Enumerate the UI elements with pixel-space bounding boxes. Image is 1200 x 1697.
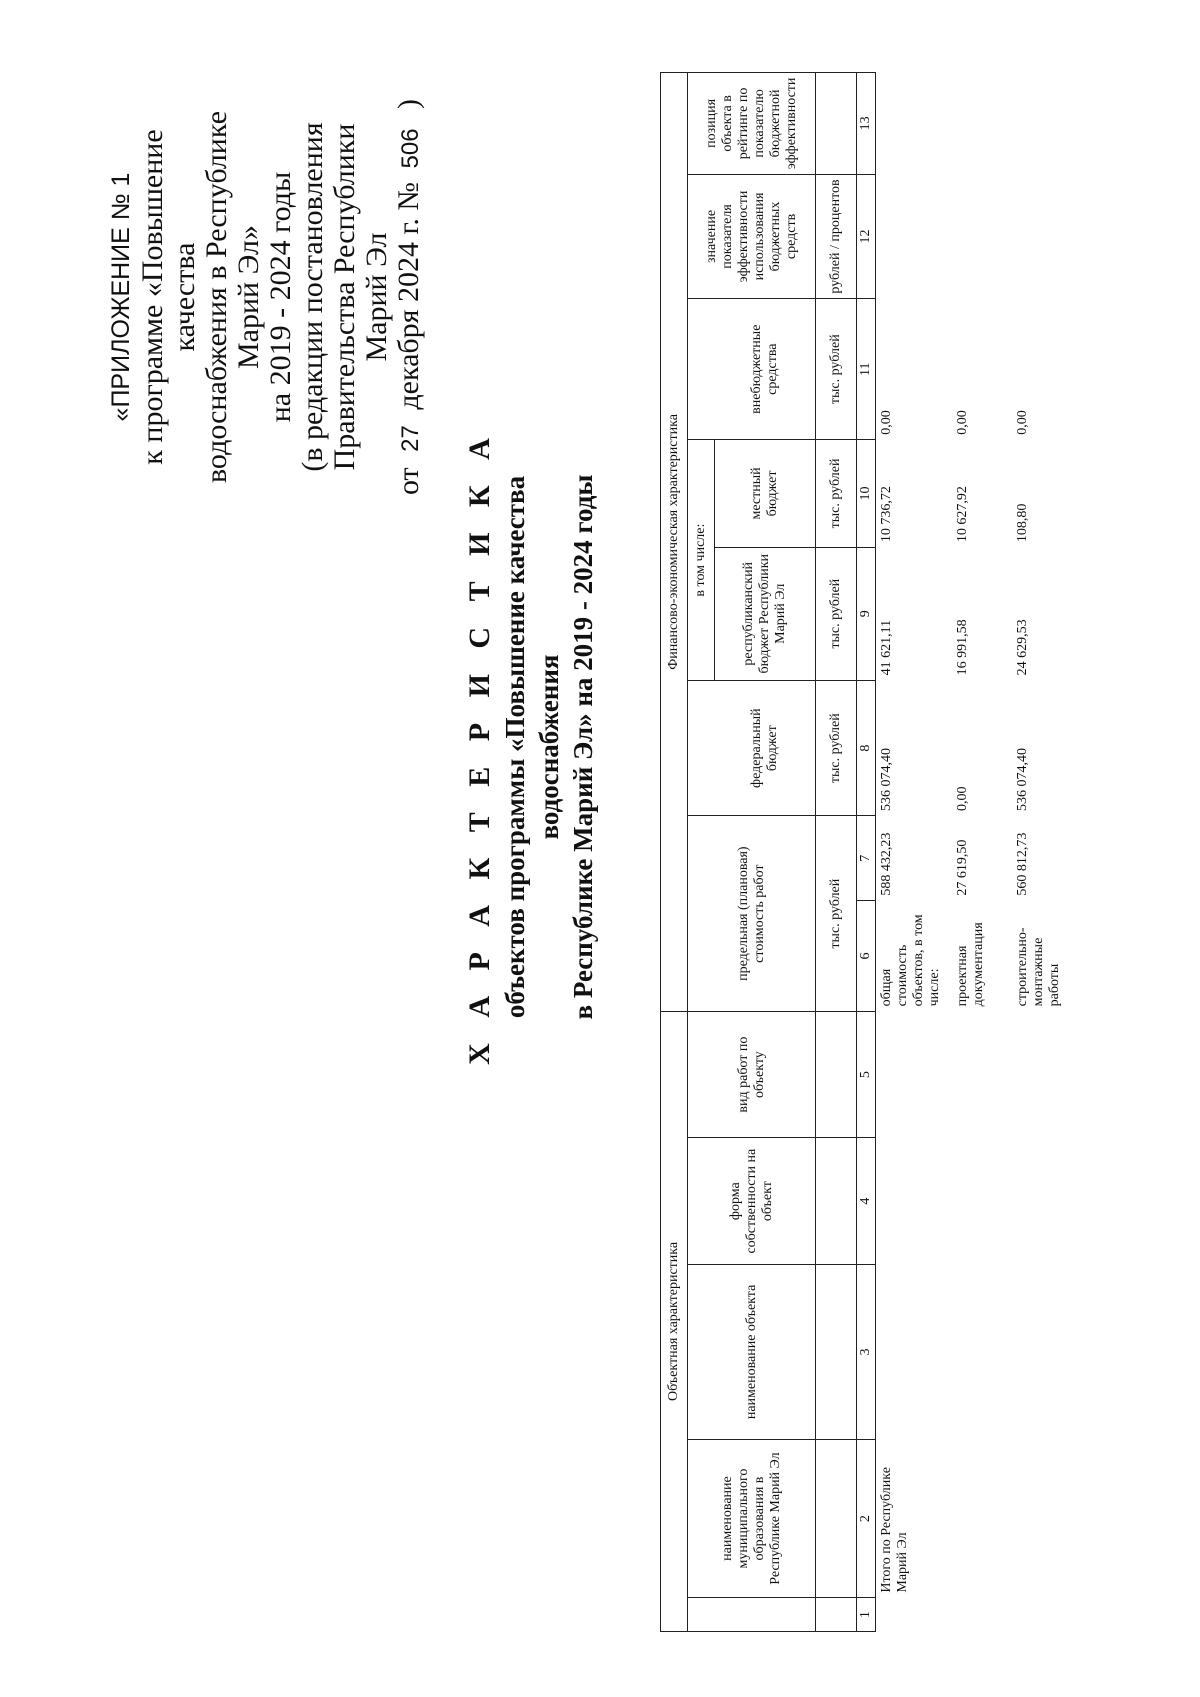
cell-republic: 24 629,53 [1015, 619, 1030, 676]
header-including: в том числе: [688, 440, 715, 681]
cell-federal: 536 074,40 [1015, 747, 1030, 811]
title-line-2: объектов программы «Повышение качества водоснабжения [500, 475, 564, 1019]
cell-total: 588 432,23 [879, 832, 894, 896]
cell-local: 108,80 [1015, 503, 1030, 543]
unit-federal: тыс. рублей [816, 680, 857, 816]
table-row [952, 73, 1012, 1632]
document-title [462, 397, 600, 1097]
cell-local: 10 627,92 [955, 486, 970, 543]
characteristics-table [660, 72, 1072, 1632]
header-federal: федеральный бюджет [715, 680, 816, 816]
unit-limit-cost: тыс. рублей [816, 816, 857, 1011]
header-federal-top [688, 680, 715, 816]
column-numbers-row [857, 73, 876, 1632]
cell-total: 560 812,73 [1015, 832, 1030, 896]
appendix-line-6: Правительства Республики Марий Эл [328, 123, 393, 471]
unit-republic: тыс. рублей [816, 547, 857, 680]
header-republic: республиканский бюджет Республики Марий Эл [715, 547, 816, 680]
cell-local: 10 736,72 [879, 486, 894, 543]
date-month-year: декабря 2024 г. № [392, 182, 425, 410]
header-efficiency: значение показателя эффективности использования бюджетных средств [688, 174, 816, 298]
column-number: 3 [857, 1264, 876, 1439]
decree-number: 506 [397, 128, 424, 169]
date-suffix: ) [392, 98, 425, 109]
table-row [876, 73, 953, 1632]
title-line-1: Х А Р А К Т Е Р И С Т И К А [463, 429, 496, 1065]
cell-federal: 0,00 [955, 786, 970, 811]
cell-total: 27 619,50 [955, 839, 970, 896]
title-line-3: в Республике Марий Эл» на 2019 - 2024 годы [568, 474, 598, 1020]
header-object-name: наименование объекта [688, 1264, 816, 1439]
column-number: 11 [857, 299, 876, 440]
header-group-object: Объектная характеристика [661, 1011, 688, 1631]
appendix-line-1: «ПРИЛОЖЕНИЕ № 1 [107, 172, 135, 422]
appendix-line-7 [393, 82, 427, 512]
unit-local: тыс. рублей [816, 440, 857, 547]
header-rating: позиция объекта в рейтинге по показателю бюджетной эффективности [688, 73, 816, 175]
unit-extra: тыс. рублей [816, 299, 857, 440]
table-row [1012, 73, 1072, 1632]
column-number: 5 [857, 1011, 876, 1138]
column-number: 7 [857, 816, 876, 901]
row-label: строительно-монтажные работы [1015, 927, 1062, 1007]
row-label: общая стоимость объектов, в том числе: [879, 914, 942, 1007]
cell-extra: 0,00 [879, 410, 894, 435]
cell-republic: 16 991,58 [955, 619, 970, 676]
cell-federal: 536 074,40 [879, 747, 894, 811]
appendix-line-4: на 2019 - 2024 годы [264, 171, 297, 423]
cell-extra: 0,00 [1015, 410, 1030, 435]
date-prefix: от [392, 467, 425, 496]
column-number: 9 [857, 547, 876, 680]
header-limit-cost: предельная (плановая) стоимость работ [688, 816, 816, 1011]
column-number: 13 [857, 73, 876, 175]
appendix-line-5: (в редакции постановления [296, 122, 329, 472]
header-municipality: наименование муниципального образования в Республике Марий Эл [688, 1439, 816, 1597]
total-label: Итого по Республике Марий Эл [879, 1467, 910, 1593]
cell-republic: 41 621,11 [879, 619, 894, 676]
header-local: местный бюджет [715, 440, 816, 547]
column-number: 2 [857, 1439, 876, 1597]
header-col-1 [688, 1598, 816, 1632]
header-group-finance: Финансово-экономическая характеристика [661, 73, 688, 1012]
date-day: 27 [397, 425, 424, 452]
row-label: проектная документация [955, 922, 986, 1007]
column-number: 4 [857, 1138, 876, 1265]
header-extra: внебюджетные средства [715, 299, 816, 440]
header-work-type: вид работ по объекту [688, 1011, 816, 1138]
header-ownership: форма собственности на объект [688, 1138, 816, 1265]
unit-efficiency: рублей / процентов [816, 174, 857, 298]
column-number: 1 [857, 1598, 876, 1632]
column-number: 10 [857, 440, 876, 547]
column-number: 8 [857, 680, 876, 816]
appendix-header [105, 82, 427, 512]
appendix-line-3: водоснабжения в Республике Марий Эл» [200, 110, 265, 484]
column-number: 6 [857, 901, 876, 1012]
appendix-line-2: к программе «Повышение качества [136, 129, 201, 465]
header-extra-top [688, 299, 715, 440]
cell-extra: 0,00 [955, 410, 970, 435]
column-number: 12 [857, 174, 876, 298]
